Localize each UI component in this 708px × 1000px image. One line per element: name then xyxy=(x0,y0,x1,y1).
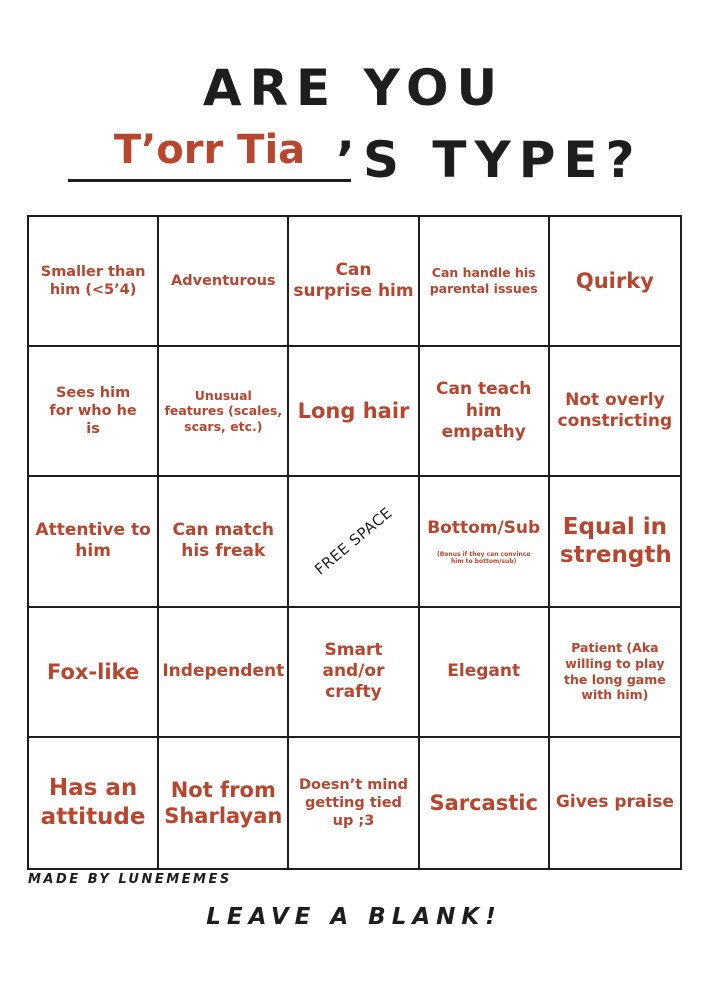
bingo-cell-9[interactable] xyxy=(420,347,550,477)
title-line-1: ARE YOU xyxy=(202,59,506,117)
bingo-cell-22[interactable] xyxy=(159,738,289,868)
bingo-cell-14-note: (Bonus if they can convince him to bottom/sub) xyxy=(436,550,531,566)
bingo-cell-14-label: Bottom/Sub xyxy=(427,517,541,538)
blank-underline xyxy=(68,179,351,182)
bingo-cell-21-label: Has an attitude xyxy=(40,775,146,830)
bingo-cell-17[interactable] xyxy=(159,608,289,738)
bingo-cell-18-label: Smart and/or crafty xyxy=(322,639,385,703)
bingo-cell-10-label: Not overly constricting xyxy=(557,390,673,432)
bingo-cell-5[interactable] xyxy=(550,217,680,347)
bingo-cell-19-label: Elegant xyxy=(447,661,521,682)
bingo-cell-1[interactable] xyxy=(29,217,159,347)
bingo-cell-4-label: Can handle his parental issues xyxy=(429,265,538,297)
blank-fill-name: T’orr Tia xyxy=(113,127,306,173)
bingo-cell-3-label: Can surprise him xyxy=(293,259,414,302)
bingo-cell-24-label: Sarcastic xyxy=(429,790,538,815)
creator-credit: MADE BY LUNEMEMES xyxy=(28,872,232,887)
bingo-cell-17-label: Independent xyxy=(162,661,285,682)
bingo-cell-23-label: Doesn’t mind getting tied up ;3 xyxy=(298,776,409,829)
bingo-cell-12-label: Can match his freak xyxy=(172,520,275,562)
bingo-cell-10[interactable] xyxy=(550,347,680,477)
bingo-cell-24[interactable] xyxy=(420,738,550,868)
bingo-cell-2[interactable] xyxy=(159,217,289,347)
bingo-cell-8[interactable] xyxy=(289,347,419,477)
bingo-board xyxy=(27,215,682,870)
bingo-cell-5-label: Quirky xyxy=(575,268,654,293)
bingo-cell-16[interactable] xyxy=(29,608,159,738)
bingo-cell-7-label: Unusual features (scales, scars, etc.) xyxy=(164,387,283,435)
bingo-cell-14[interactable] xyxy=(420,477,550,607)
bingo-cell-25[interactable] xyxy=(550,738,680,868)
bingo-cell-11[interactable] xyxy=(29,477,159,607)
bingo-cell-21[interactable] xyxy=(29,738,159,868)
bingo-cell-6[interactable] xyxy=(29,347,159,477)
bingo-cell-16-label: Fox-like xyxy=(46,659,140,684)
title-line-2: ’S TYPE? xyxy=(336,131,643,189)
free-space-label: FREE SPACE xyxy=(310,503,396,579)
bingo-cell-22-label: Not from Sharlayan xyxy=(164,777,283,828)
bingo-cell-4[interactable] xyxy=(420,217,550,347)
bingo-cell-7[interactable] xyxy=(159,347,289,477)
bingo-cell-1-label: Smaller than him (<5’4) xyxy=(40,263,146,299)
bingo-cell-6-label: Sees him for who he is xyxy=(49,385,137,438)
bingo-cell-11-label: Attentive to him xyxy=(35,520,151,562)
bingo-cell-20-label: Patient (Aka willing to play the long game with him) xyxy=(564,640,666,703)
footer-instruction: LEAVE A BLANK! xyxy=(206,904,502,930)
bingo-cell-8-label: Long hair xyxy=(297,399,410,424)
bingo-cell-20[interactable] xyxy=(550,608,680,738)
bingo-cell-18[interactable] xyxy=(289,608,419,738)
bingo-cell-15-label: Equal in strength xyxy=(559,513,672,569)
bingo-cell-25-label: Gives praise xyxy=(555,792,674,813)
bingo-cell-free-space[interactable] xyxy=(289,477,419,607)
bingo-cell-12[interactable] xyxy=(159,477,289,607)
bingo-cell-2-label: Adventurous xyxy=(171,273,276,290)
bingo-cell-19[interactable] xyxy=(420,608,550,738)
bingo-cell-23[interactable] xyxy=(289,738,419,868)
bingo-cell-9-label: Can teach him empathy xyxy=(436,379,532,442)
bingo-cell-3[interactable] xyxy=(289,217,419,347)
bingo-cell-15[interactable] xyxy=(550,477,680,607)
